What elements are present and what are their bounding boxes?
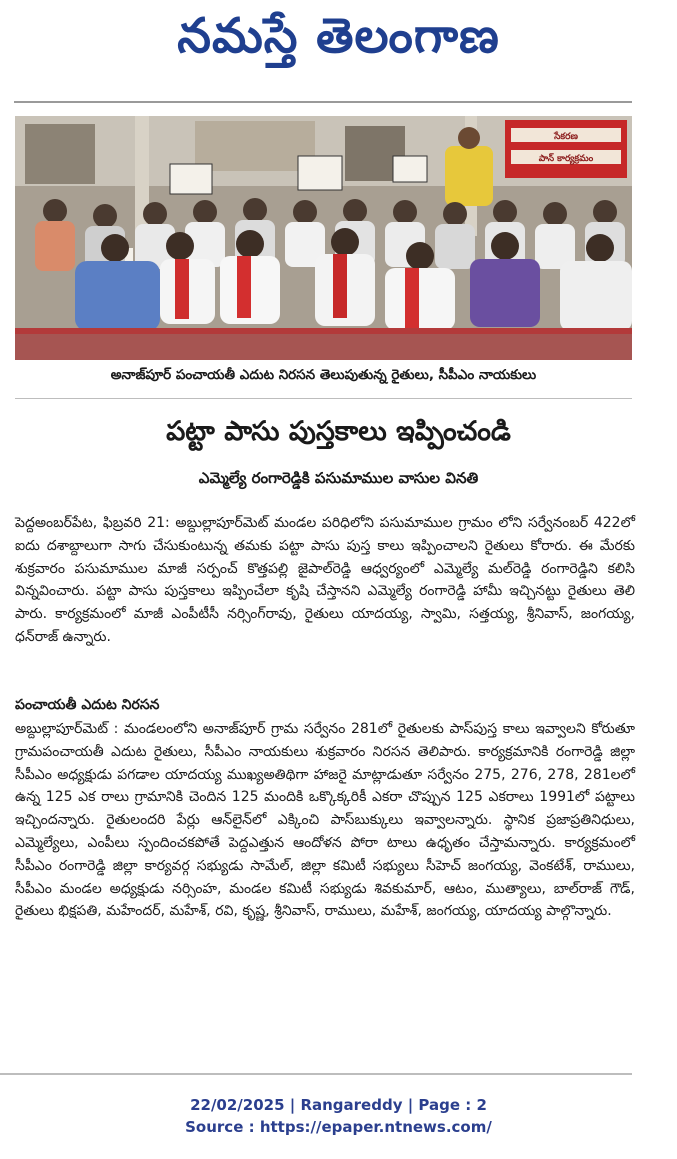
photo-caption: అనాజ్‌పూర్ పంచాయతీ ఎదుట నిరసన తెలుపుతున్న రైతులు, సీపీఎం నాయకులు	[110, 367, 537, 383]
protest-photo	[15, 116, 632, 360]
masthead	[0, 0, 677, 84]
article-paragraph-2: అబ్దుల్లాపూర్‌మెట్ : మండలంలోని అనాజ్‌పూర్ గ్రామ సర్వేనం 281లో రైతులకు పాస్‌పుస్త కాలు ఇవ్వాలని కోరుతూ గ్రామపంచాయతీ ఎదుట రైతులు, సీపీఎం నాయకులు శుక్రవారం నిరసన తెలిపారు. కార్యక్రమానికి రంగారెడ్డి జిల్లా సీపీఎం అధ్యక్షుడు పగడాల యాదయ్య ముఖ్యఅతిథిగా హాజరై మాట్లాడుతూ సర్వేనం 275, 276, 278, 281లలో ఉన్న 125 ఎక రాలు గ్రామానికి చెందిన 125 మందికి ఒక్కొక్కరికీ ఎకరా చొప్పున 125 ఎకరాలు 1991లో పట్టాలు ఇచ్చిందన్నారు. రైతులందరి పేర్లు ఆన్‌లైన్‌లో ఎక్కించి పాస్‌బుక్కులు ఇవ్వాలన్నారు. స్థానిక ప్రజాప్రతినిధులు, ఎమ్మెల్యేలు, ఎంపీలు స్పందించకపోతే పెద్దఎత్తున ఆందోళన పోరా టాలు ఉధృతం చేస్తామన్నారు. కార్యక్రమంలో సీపీఎం రంగారెడ్డి జిల్లా కార్యవర్గ సభ్యుడు సామేల్, జిల్లా కమిటీ సభ్యులు సీహెచ్ జంగయ్య, వెంకటేశ్, రాములు, సీపీఎం మండల అధ్యక్షుడు నర్సింహ, మండల కమిటీ సభ్యుడు శివకుమార్, ఆటం, ముత్యాలు, బాల్‌రాజ్ గౌడ్, రైతులు భిక్షపతి, మహేందర్, మహేశ్, రవి, కృష్ణ, శ్రీనివాస్, రాములు, మహేశ్, జంగయ్య, యాదయ్య పాల్గొన్నారు.	[15, 721, 635, 920]
page-footer	[0, 1094, 677, 1138]
caption-divider	[15, 398, 632, 399]
newspaper-masthead-title: నమస్తే తెలంగాణ	[177, 8, 500, 64]
article-paragraph-1: పెద్దఅంబర్‌పేట, ఫిబ్రవరి 21: అబ్దుల్లాపూర్‌మెట్ మండల పరిధిలోని పసుమాముల గ్రామం లోని సర్వేనంబర్ 422లో ఐదు దశాబ్దాలుగా సాగు చేసుకుంటున్న తమకు పట్టా పాసు పుస్త కాలు ఇప్పించాలని రైతులు కోరారు. ఈ మేరకు శుక్రవారం పసుమాముల మాజీ సర్పంచ్ కొత్తపల్లి జైపాల్‌రెడ్డి ఆధ్వర్యంలో ఎమ్మెల్యే మల్‌రెడ్డి రంగారెడ్డిని కలిసి విన్నవించారు. పట్టా పాసు పుస్తకాలు ఇప్పించేలా కృషి చేస్తానని ఎమ్మెల్యే రంగారెడ్డి హామీ ఇచ్చినట్టు రైతులు తెలి పారు. కార్యక్రమంలో మాజీ ఎంపీటీసీ నర్సింగ్‌రావు, రైతులు యాదయ్య, స్వామి, సత్తయ్య, శ్రీనివాస్, జంగయ్య, ధన్‌రాజ్ ఉన్నారు.	[15, 515, 635, 645]
article-body-1	[15, 512, 635, 649]
section-heading: పంచాయతీ ఎదుట నిరసన	[15, 697, 160, 713]
banner-text-top: సేకరణ	[554, 132, 578, 142]
article-body-2	[15, 718, 635, 923]
footer-divider	[0, 1073, 632, 1075]
banner-text-bottom: పాన్ కార్యక్రమం	[538, 154, 594, 164]
article-subheadline: ఎమ్మెల్యే రంగారెడ్డికి పసుమాముల వాసుల వినతి	[198, 469, 479, 487]
masthead-divider	[14, 101, 632, 103]
article-headline: పట్టా పాసు పుస్తకాలు ఇప్పించండి	[166, 416, 511, 447]
footer-source-link[interactable]: Source : https://epaper.ntnews.com/	[185, 1118, 492, 1136]
footer-date-edition: 22/02/2025 | Rangareddy | Page : 2	[190, 1096, 487, 1114]
